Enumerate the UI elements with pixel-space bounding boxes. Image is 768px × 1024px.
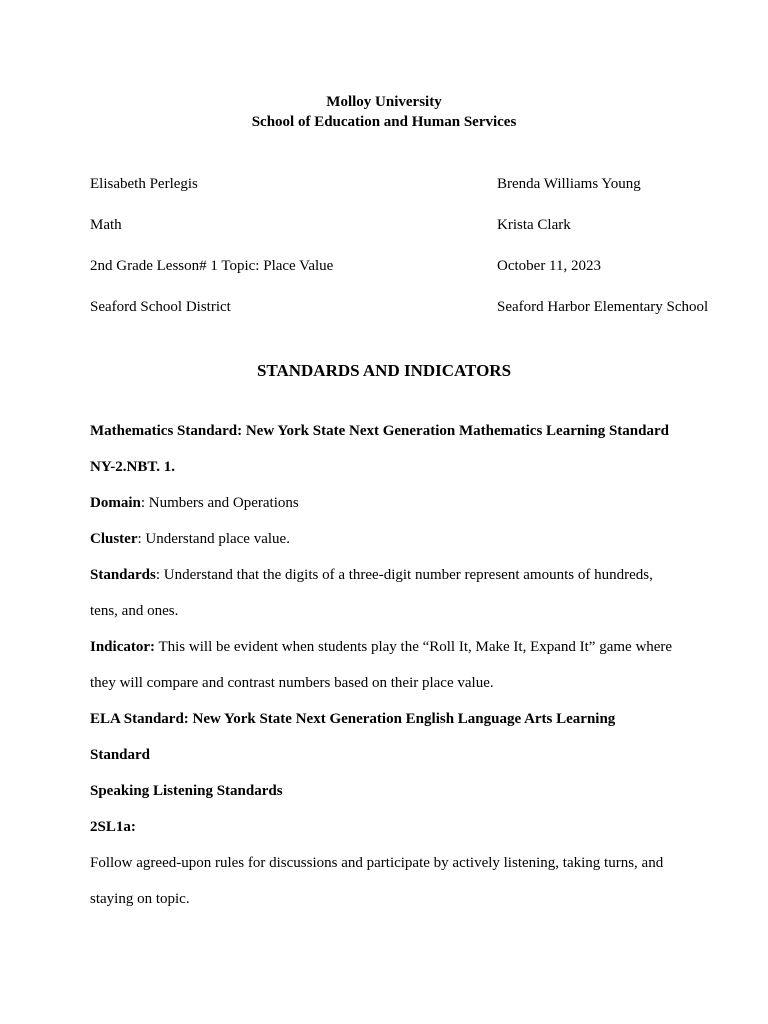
subject: Math — [90, 217, 122, 233]
school-building: Seaford Harbor Elementary School — [497, 299, 709, 315]
cluster-label: Cluster — [90, 531, 138, 547]
lesson-date: October 11, 2023 — [497, 258, 602, 274]
domain-label: Domain — [90, 495, 141, 511]
student-name: Elisabeth Perlegis — [90, 176, 198, 192]
ela-standard-text: Follow agreed-upon rules for discussions and participate by actively listening, taking turns, and — [90, 855, 664, 871]
lesson-topic: 2nd Grade Lesson# 1 Topic: Place Value — [90, 258, 334, 274]
ela-standard-code: 2SL1a: — [90, 819, 136, 835]
indicator-value-continued: they will compare and contrast numbers based on their place value. — [90, 675, 494, 691]
indicator-label: Indicator: — [90, 639, 155, 655]
math-standard-code: NY-2.NBT. 1. — [90, 459, 176, 475]
section-title: STANDARDS AND INDICATORS — [256, 361, 512, 380]
domain-line — [90, 495, 299, 512]
domain-value: : Numbers and Operations — [140, 495, 299, 511]
supervisor-name: Brenda Williams Young — [497, 176, 641, 192]
cooperating-teacher: Krista Clark — [497, 217, 571, 233]
standards-label: Standards — [90, 567, 156, 583]
school-name: School of Education and Human Services — [251, 114, 517, 130]
ela-standard-heading: ELA Standard: New York State Next Generation English Language Arts Learning — [90, 711, 616, 727]
cluster-value: : Understand place value. — [137, 531, 290, 547]
standards-line — [90, 567, 653, 584]
standards-value-continued: tens, and ones. — [90, 603, 179, 619]
school-district: Seaford School District — [90, 299, 231, 315]
university-name: Molloy University — [326, 94, 442, 110]
cluster-line — [90, 531, 290, 548]
standards-value: : Understand that the digits of a three-digit number represent amounts of hundreds, — [155, 567, 653, 583]
ela-sub-heading: Speaking Listening Standards — [90, 783, 283, 799]
ela-standard-text-continued: staying on topic. — [90, 891, 190, 907]
ela-standard-heading-continued: Standard — [90, 747, 151, 763]
math-standard-heading: Mathematics Standard: New York State Next Generation Mathematics Learning Standard — [90, 423, 669, 439]
indicator-value: This will be evident when students play the “Roll It, Make It, Expand It” game where — [155, 639, 673, 655]
indicator-line — [90, 639, 672, 656]
